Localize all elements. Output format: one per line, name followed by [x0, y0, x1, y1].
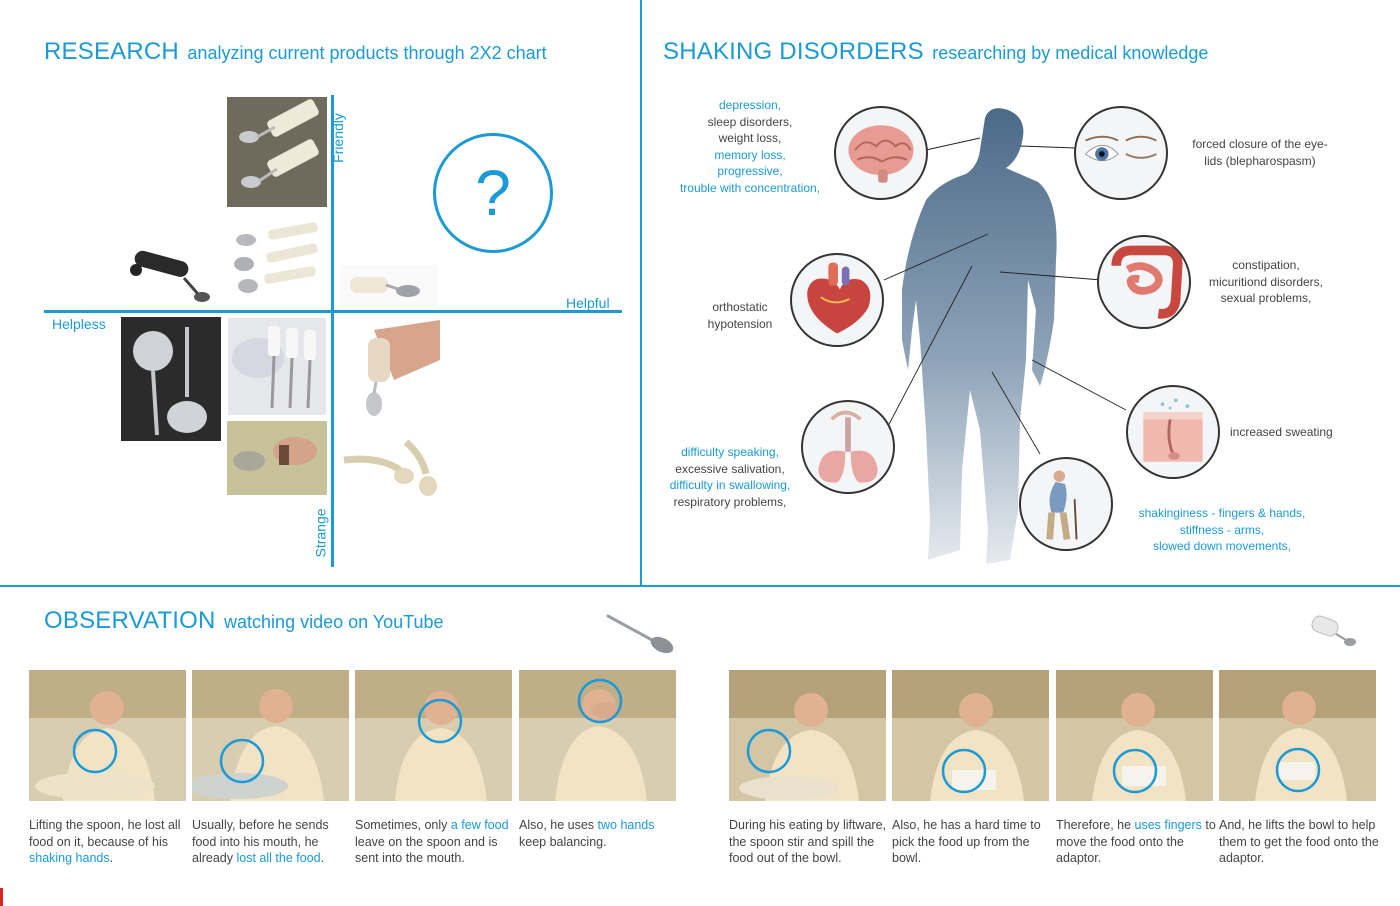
intestine-illustration [1097, 235, 1191, 329]
caption-5: During his eating by liftware, the spoon stir and spill the food out of the bowl. [729, 818, 887, 865]
observation-title: OBSERVATION [44, 607, 216, 634]
axis-label-helpless: Helpless [52, 316, 106, 332]
chart-horizontal-axis [44, 310, 622, 313]
symptom-line: lids (blepharospasm) [1204, 153, 1316, 168]
caption-3: Sometimes, only a few food leave on the spoon and is sent into the mouth. [355, 818, 509, 865]
video-frame-2 [192, 670, 349, 801]
elderly-man-illustration [1019, 457, 1113, 551]
video-frame-8 [1219, 670, 1376, 801]
skin-symptoms [1230, 424, 1350, 441]
video-frame-3 [355, 670, 512, 801]
symptom-line: hypotension [707, 316, 773, 331]
product-photo-bent-forks [227, 97, 327, 207]
heart-symptoms [690, 299, 790, 332]
product-photo-curved-spoons [340, 436, 443, 498]
video-frame-7 [1056, 670, 1213, 801]
research-subtitle: analyzing current products through 2X2 chart [187, 43, 547, 63]
caption-7: Therefore, he uses fingers to move the food onto the adaptor. [1056, 818, 1216, 865]
symptom-line: difficulty speaking, [681, 445, 779, 459]
adaptor-spoon-icon [1308, 614, 1360, 650]
question-mark: ? [475, 157, 511, 229]
symptom-line: shakinginess - fingers & hands, [1138, 506, 1306, 520]
research-title: RESEARCH [44, 38, 179, 65]
video-frame-1 [29, 670, 186, 801]
product-photo-cutlery-holders [228, 318, 326, 415]
unknown-product-circle [433, 133, 553, 253]
symptom-line: slowed down movements, [1152, 539, 1292, 553]
shaking-heading [663, 38, 1208, 66]
heart-illustration [790, 253, 884, 347]
product-photo-strap-spoon [354, 320, 440, 420]
lung-symptoms [655, 444, 805, 510]
symptom-line: respiratory problems, [673, 494, 787, 509]
video-frame-6 [892, 670, 1049, 801]
symptom-line: depression, [718, 98, 782, 112]
observation-heading [44, 607, 444, 635]
research-heading [44, 38, 547, 66]
intestine-symptoms [1198, 257, 1334, 307]
lungs-illustration [801, 400, 895, 494]
symptom-line: sleep disorders, [707, 114, 793, 129]
caption-8: And, he lifts the bowl to help them to get the food onto the adaptor. [1219, 818, 1379, 865]
axis-label-friendly: Friendly [329, 113, 346, 163]
symptom-line: sexual problems, [1220, 291, 1312, 305]
shaking-subtitle: researching by medical knowledge [932, 43, 1209, 63]
video-frame-5 [729, 670, 886, 801]
video-frame-4 [519, 670, 676, 801]
body-symptoms [1124, 505, 1320, 555]
symptom-line: constipation, [1232, 258, 1300, 272]
symptom-line: excessive salivation, [675, 461, 785, 476]
product-photo-long-spoons [121, 317, 221, 441]
symptom-line: stiffness - arms, [1179, 522, 1265, 537]
chart-vertical-axis [331, 95, 334, 567]
eyes-illustration [1074, 106, 1168, 200]
symptom-line: forced closure of the eye- [1192, 137, 1328, 151]
eye-symptoms [1180, 136, 1340, 169]
symptom-line: increased sweating [1230, 425, 1333, 439]
symptom-line: memory loss, [714, 147, 786, 162]
page-edge-mark [0, 888, 3, 906]
horizontal-divider [0, 585, 1400, 587]
product-photo-liftware-device [122, 242, 217, 307]
axis-label-strange: Strange [312, 508, 329, 558]
product-photo-white-handle-set [228, 218, 328, 298]
caption-2: Usually, before he sends food into his mouth, he already lost all the food. [192, 818, 329, 865]
spoon-icon [604, 610, 676, 654]
caption-4: Also, he uses two hands keep balancing. [519, 818, 655, 849]
symptom-line: micuritiond disorders, [1208, 274, 1324, 289]
symptom-line: difficulty in swallowing, [669, 478, 791, 492]
skin-illustration [1126, 385, 1220, 479]
product-photo-hand-spoon [227, 421, 327, 495]
product-photo-spoon-adaptor [340, 265, 438, 307]
brain-illustration [834, 106, 928, 200]
caption-6: Also, he has a hard time to pick the food up from the bowl. [892, 818, 1041, 865]
symptom-line: orthostatic [712, 300, 768, 314]
symptom-line: progressive, [717, 164, 783, 178]
axis-label-helpful: Helpful [566, 295, 610, 311]
symptom-line: weight loss, [718, 131, 782, 145]
symptom-line: trouble with concentration, [679, 180, 821, 195]
caption-1: Lifting the spoon, he lost all food on it, because of his shaking hands. [29, 818, 181, 865]
shaking-title: SHAKING DISORDERS [663, 38, 924, 65]
observation-subtitle: watching video on YouTube [224, 612, 444, 632]
brain-symptoms [670, 97, 830, 196]
